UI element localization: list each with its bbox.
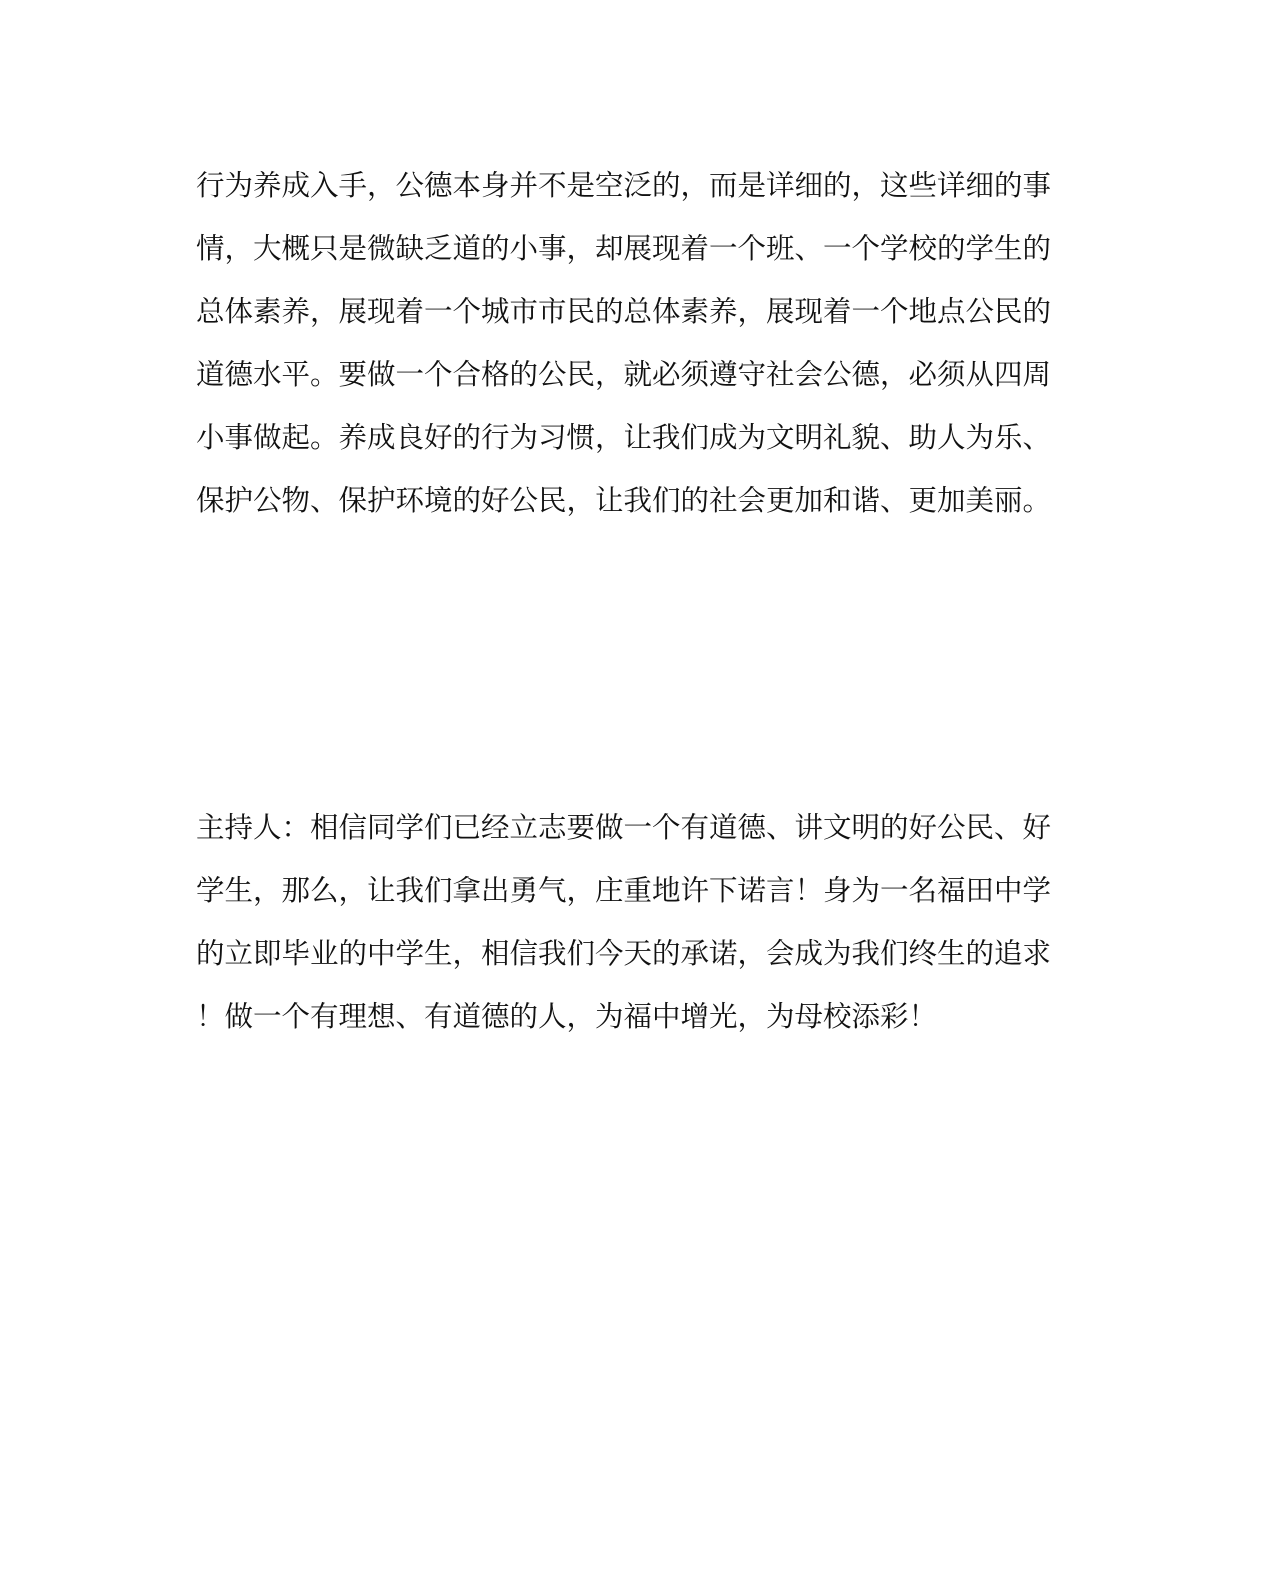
paragraph-line: 总体素养，展现着一个城市市民的总体素养，展现着一个地点公民的: [196, 295, 1052, 328]
paragraph-line: ！做一个有理想、有道德的人，为福中增光，为母校添彩！: [196, 1000, 938, 1033]
paragraph-line: 学生，那么，让我们拿出勇气，庄重地许下诺言！身为一名福田中学: [196, 874, 1052, 907]
paragraph-line: 的立即毕业的中学生，相信我们今天的承诺，会成为我们终生的追求: [196, 937, 1052, 970]
paragraph-line: 主持人：相信同学们已经立志要做一个有道德、讲文明的好公民、好: [196, 811, 1052, 844]
paragraph-1: [196, 163, 1076, 541]
paragraph-line: 道德水平。要做一个合格的公民，就必须遵守社会公德，必须从四周: [196, 358, 1052, 391]
paragraph-line: 小事做起。养成良好的行为习惯，让我们成为文明礼貌、助人为乐、: [196, 421, 1052, 454]
paragraph-line: 情，大概只是微缺乏道的小事，却展现着一个班、一个学校的学生的: [196, 232, 1052, 265]
paragraph-line: 保护公物、保护环境的好公民，让我们的社会更加和谐、更加美丽。: [196, 484, 1052, 517]
paragraph-line: 行为养成入手，公德本身并不是空泛的，而是详细的，这些详细的事: [196, 169, 1052, 202]
paragraph-2: [196, 805, 1076, 1057]
